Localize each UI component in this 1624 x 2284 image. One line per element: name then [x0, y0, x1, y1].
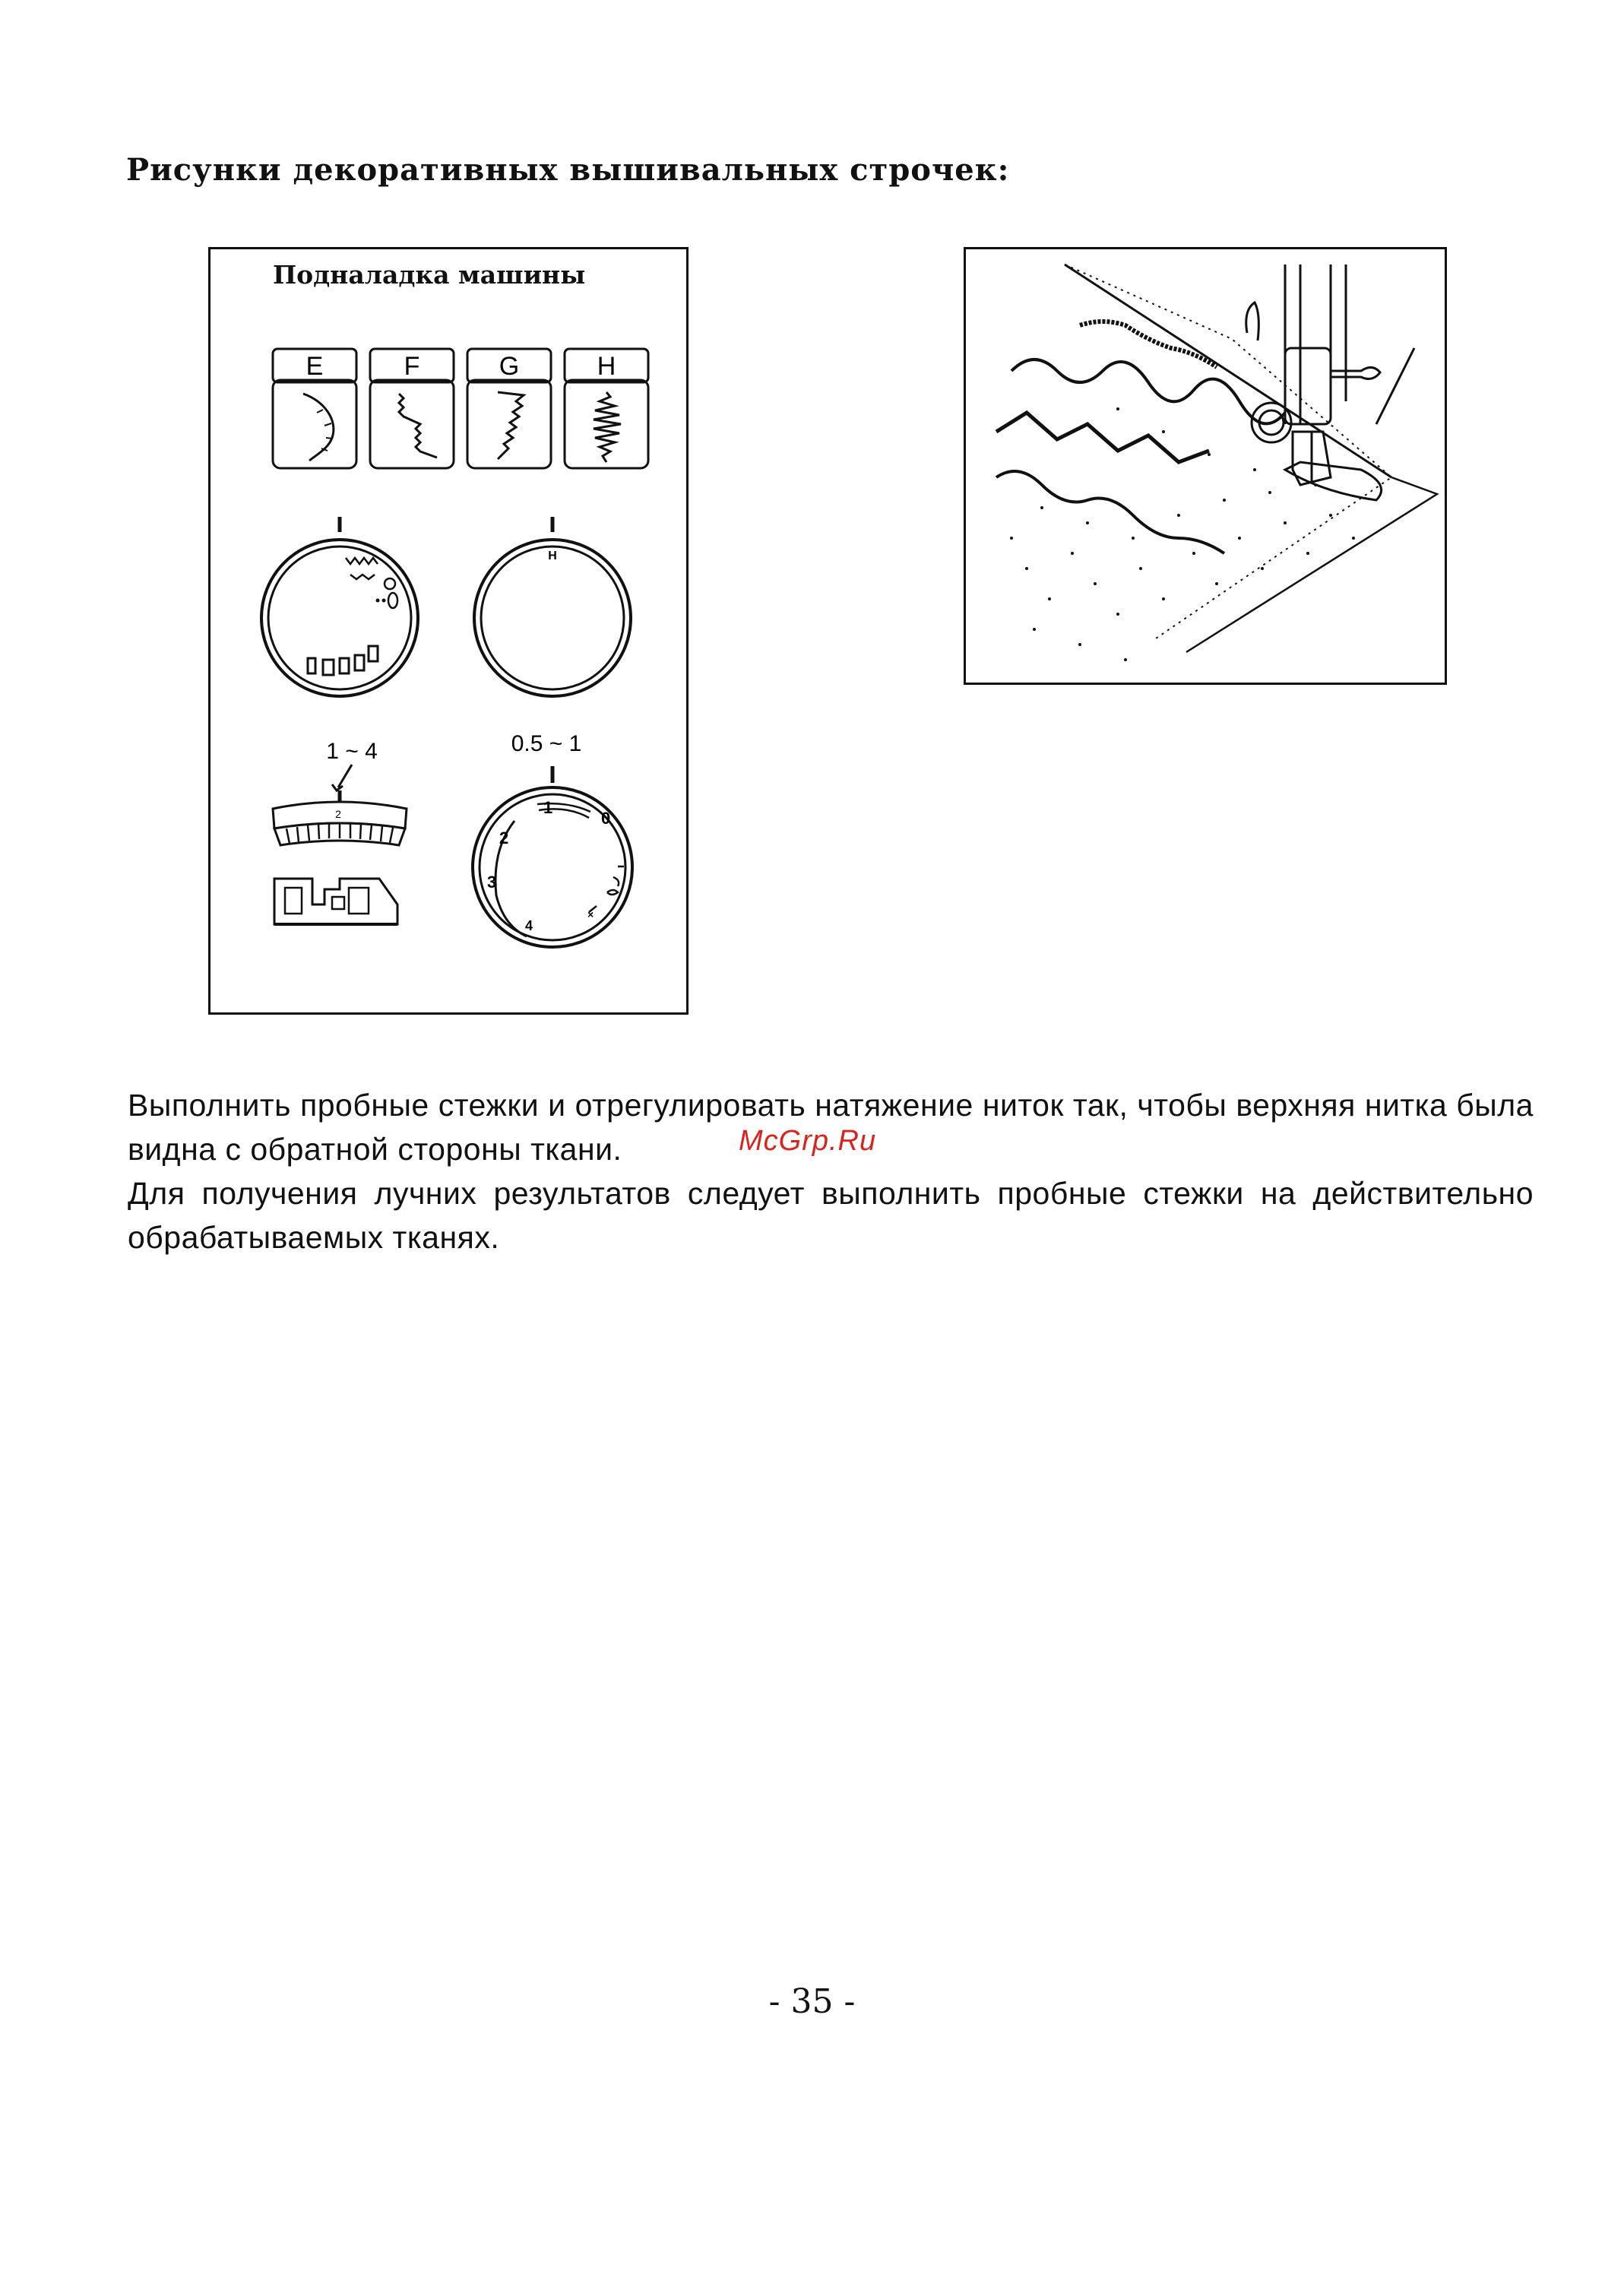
sewing-foot-fabric-drawing [966, 249, 1445, 683]
pattern-key-h [565, 349, 648, 468]
length-dial-number: 0 [601, 809, 611, 828]
machine-settings-panel [208, 247, 689, 1015]
sewing-illustration [964, 247, 1447, 685]
length-dial-number: 3 [487, 873, 497, 892]
pattern-key-g [467, 349, 551, 468]
pattern-key-label: E [305, 352, 324, 381]
instructions-text [128, 1083, 1534, 1259]
length-dial-number: 2 [499, 828, 509, 847]
page-heading: Рисунки декоративных вышивальных строчек: [126, 152, 1010, 188]
pattern-key-f [370, 349, 454, 468]
panel-title: Подналадка машины [273, 260, 586, 290]
page-number: - 35 - [768, 1982, 856, 2021]
watermark: McGrp.Ru [739, 1125, 877, 1157]
length-dial-number: 4 [525, 918, 533, 933]
pattern-dial-h [474, 517, 631, 696]
svg-text:×: × [587, 908, 594, 920]
settings-diagram [211, 249, 686, 1012]
presser-foot-icon [274, 879, 397, 924]
pattern-key-e [273, 349, 356, 468]
length-range-label: 0.5 ~ 1 [511, 731, 582, 756]
instruction-paragraph-2: Для получения лучних результатов следует выполнить пробные стежки на действительно обрабатываемых тканях. [128, 1176, 1534, 1255]
pattern-key-label: F [404, 352, 420, 381]
instruction-paragraph-1: Выполнить пробные стежки и отрегулировать натяжение ниток так, чтобы верхняя нитка была видна с обратной стороны ткани. [128, 1088, 1534, 1167]
width-knob-number: 2 [335, 808, 341, 820]
stitch-length-dial [473, 766, 632, 947]
length-dial-number: 1 [543, 798, 553, 817]
pattern-selector-dial [261, 517, 418, 696]
width-range-label: 1 ~ 4 [326, 739, 378, 764]
stitch-width-knob [273, 765, 407, 845]
pattern-key-label: H [597, 352, 616, 381]
pattern-dial-mark: H [548, 550, 557, 562]
pattern-key-label: G [499, 352, 520, 381]
